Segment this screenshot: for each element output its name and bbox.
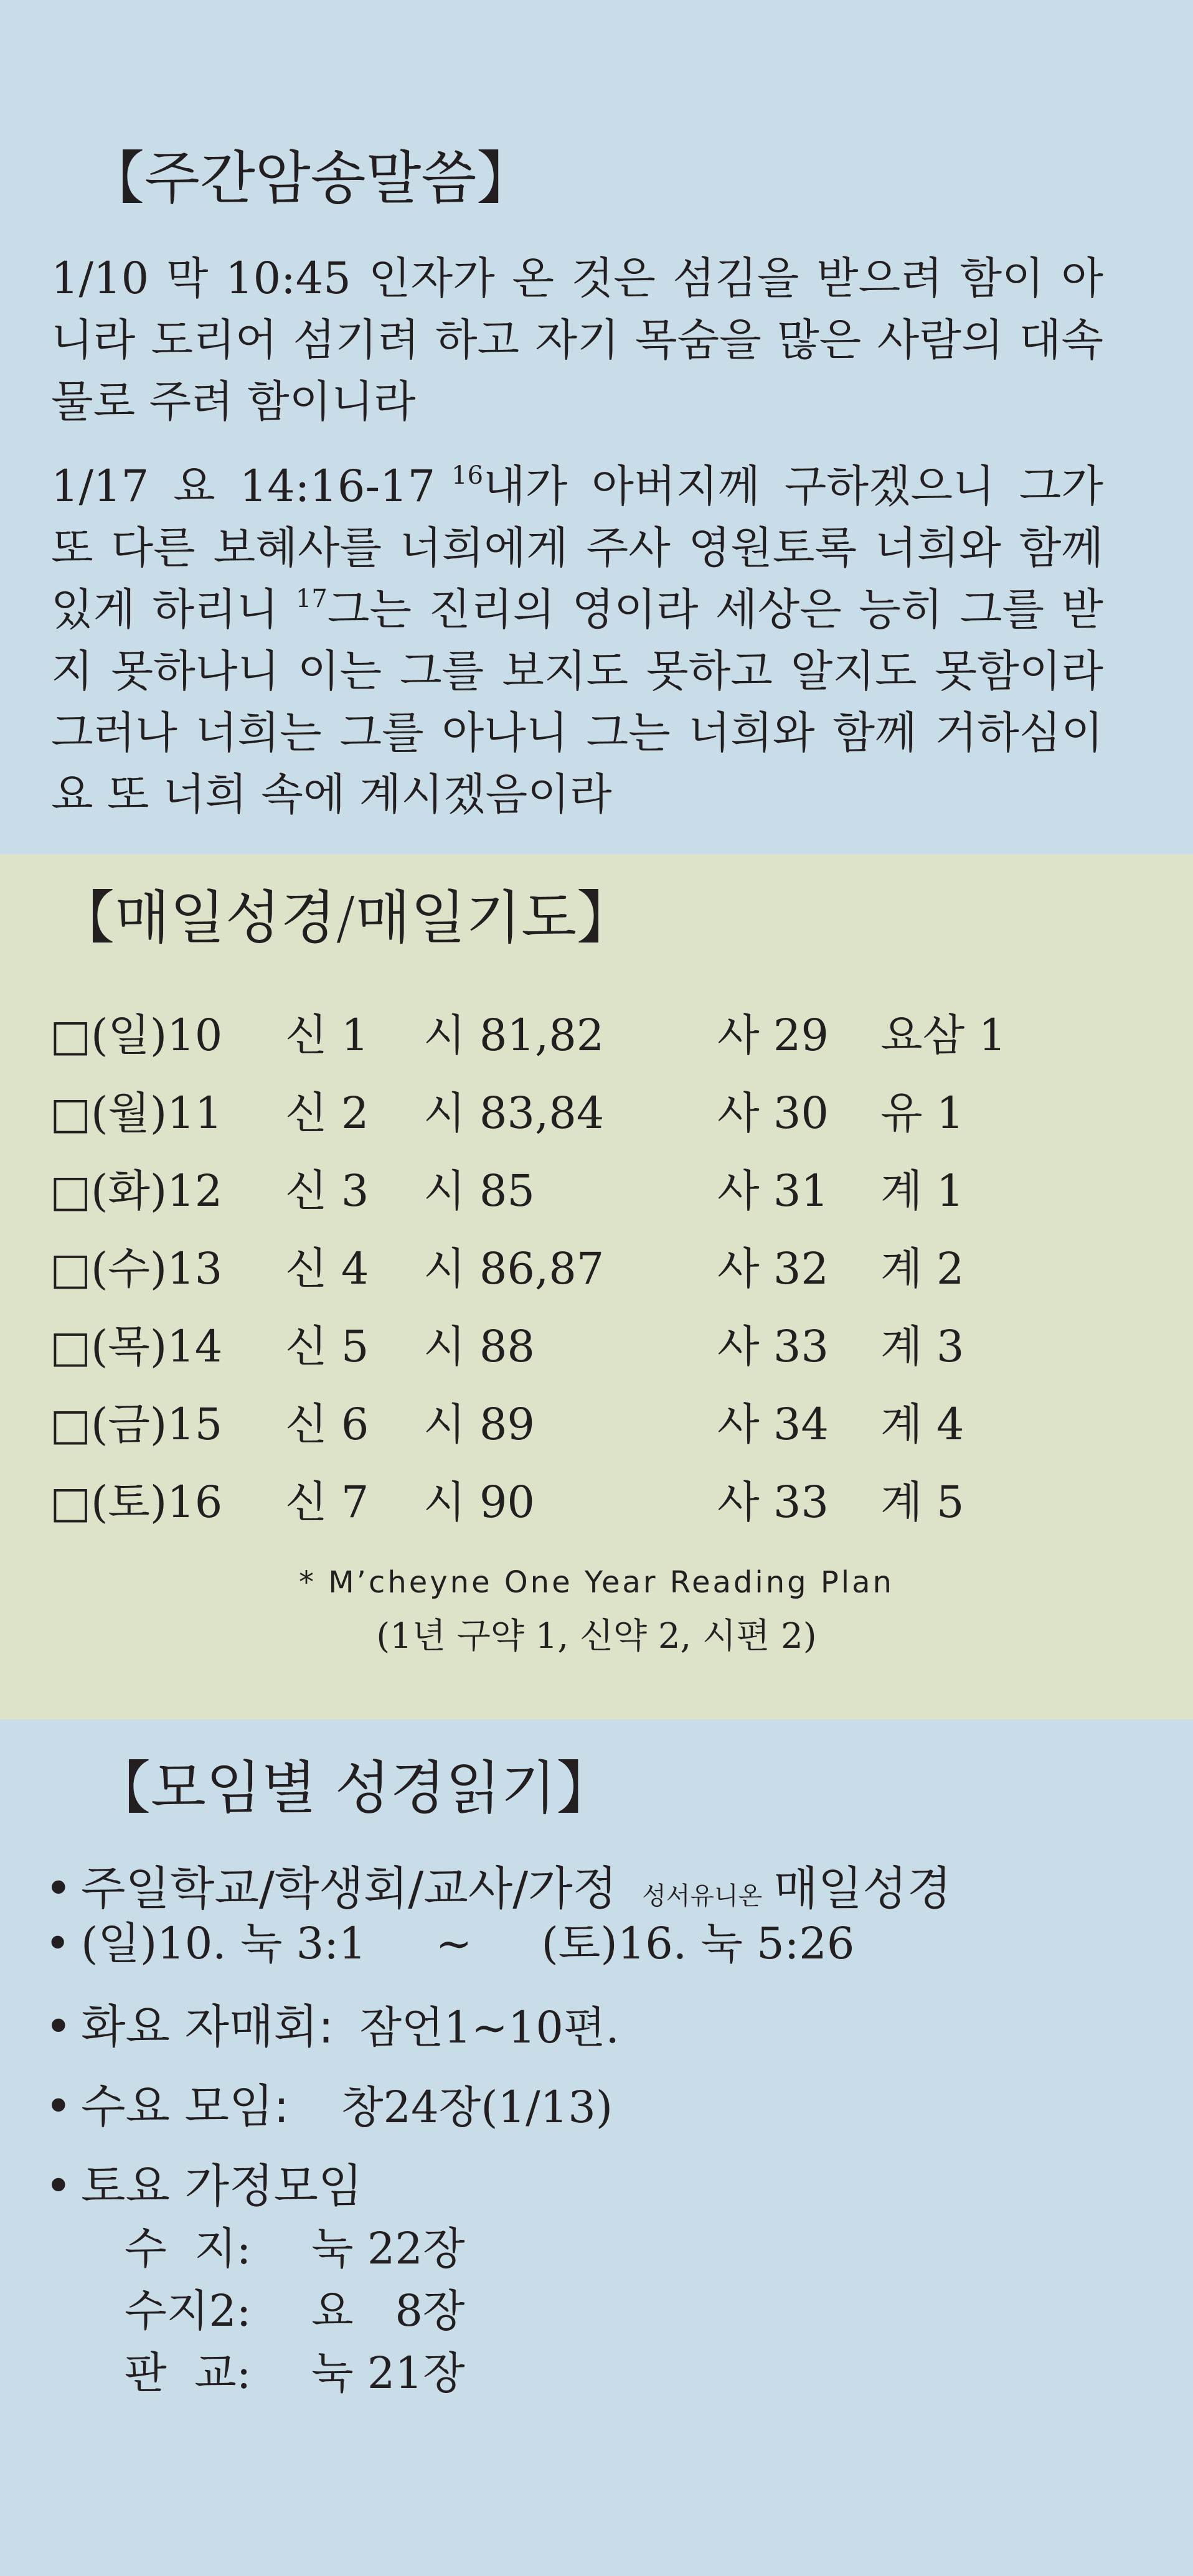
reading-1: 신 1 bbox=[285, 1010, 369, 1061]
reading-3: 사 34 bbox=[717, 1399, 829, 1450]
group-chapter: 눅 22장 bbox=[311, 2223, 465, 2274]
reading-1: 신 7 bbox=[285, 1477, 369, 1528]
reading-2: 시 83,84 bbox=[423, 1088, 605, 1139]
reading-3: 사 33 bbox=[717, 1321, 829, 1372]
group-chapter: 눅 21장 bbox=[311, 2348, 465, 2399]
group-item-wednesday bbox=[81, 2075, 613, 2138]
day-label: (금)15 bbox=[91, 1399, 223, 1450]
verse-2 bbox=[51, 456, 1103, 825]
reading-1: 신 5 bbox=[285, 1321, 369, 1372]
group-chapter: 요 8장 bbox=[311, 2285, 465, 2336]
day-label: (화)12 bbox=[91, 1165, 223, 1216]
checkbox-icon[interactable]: □ bbox=[50, 1088, 92, 1139]
reading-plan-note: * M’cheyne One Year Reading Plan bbox=[299, 1565, 894, 1600]
reading-4: 계 5 bbox=[880, 1477, 964, 1528]
group-item-label: 수요 모임: bbox=[81, 2080, 290, 2133]
reading-1: 신 2 bbox=[285, 1088, 369, 1139]
group-item-tuesday bbox=[81, 1996, 620, 2059]
reading-4: 요삼 1 bbox=[880, 1010, 1007, 1061]
verse-2-text-part1: 내가 아버지께 구하겠으니 그가 또 다른 보혜사를 너희에게 주사 영원토록 너희와 함께 있게 하리니 bbox=[51, 461, 1103, 635]
reading-4: 계 1 bbox=[880, 1165, 964, 1216]
checkbox-icon[interactable]: □ bbox=[50, 1165, 92, 1216]
reading-4: 유 1 bbox=[880, 1088, 964, 1139]
reading-plan-detail: (1년 구약 1, 신약 2, 시편 2) bbox=[376, 1616, 817, 1657]
memory-verse-section bbox=[0, 0, 1193, 854]
reading-3: 사 29 bbox=[717, 1010, 829, 1061]
verse-number-16: 16 bbox=[451, 461, 484, 490]
day-label: (수)13 bbox=[91, 1243, 223, 1294]
reading-1: 신 4 bbox=[285, 1243, 369, 1294]
verse-1-ref: 1/10 막 10:45 bbox=[51, 253, 351, 304]
group-name: 수지2: bbox=[125, 2285, 252, 2336]
day-label: (목)14 bbox=[91, 1321, 223, 1372]
reading-2: 시 90 bbox=[423, 1477, 535, 1528]
daily-bible-section bbox=[0, 854, 1193, 1719]
checkbox-icon[interactable]: □ bbox=[50, 1243, 92, 1294]
group-item-saturday bbox=[81, 2155, 362, 2217]
day-label: (토)16 bbox=[91, 1477, 223, 1528]
group-name: 수 지: bbox=[125, 2223, 252, 2274]
group-item-label: 화요 자매회: bbox=[81, 2000, 334, 2054]
reading-3: 사 30 bbox=[717, 1088, 829, 1139]
reading-3: 사 33 bbox=[717, 1477, 829, 1528]
reading-3: 사 31 bbox=[717, 1165, 829, 1216]
day-label: (월)11 bbox=[91, 1088, 223, 1139]
checkbox-icon[interactable]: □ bbox=[50, 1399, 92, 1450]
group-reading-section bbox=[0, 1719, 1193, 2576]
group-reading-heading: 【모임별 성경읽기】 bbox=[93, 1755, 614, 1822]
reading-2: 시 89 bbox=[423, 1399, 535, 1450]
memory-verse-heading: 【주간암송말씀】 bbox=[87, 145, 534, 212]
group-item-value: 창24장(1/13) bbox=[341, 2082, 613, 2133]
checkbox-icon[interactable]: □ bbox=[50, 1010, 92, 1061]
daily-bible-heading: 【매일성경/매일기도】 bbox=[57, 885, 634, 951]
group-item-label: 토요 가정모임 bbox=[81, 2160, 363, 2213]
group-item-suffix: 매일성경 bbox=[773, 1862, 952, 1916]
group-item-label: 주일학교/학생회/교사/가정 bbox=[81, 1862, 618, 1916]
reading-2: 시 86,87 bbox=[423, 1243, 605, 1294]
group-item-value: 잠언1~10편. bbox=[359, 2002, 620, 2053]
reading-1: 신 6 bbox=[285, 1399, 369, 1450]
reading-3: 사 32 bbox=[717, 1243, 829, 1294]
reading-2: 시 81,82 bbox=[423, 1010, 605, 1061]
group-name: 판 교: bbox=[125, 2348, 252, 2399]
group-item-sunday-range: • (일)10. 눅 3:1 ~ (토)16. 눅 5:26 bbox=[81, 1912, 854, 1975]
publisher-label: 성서유니온 bbox=[642, 1882, 763, 1911]
reading-4: 계 3 bbox=[880, 1321, 964, 1372]
reading-4: 계 2 bbox=[880, 1243, 964, 1294]
verse-2-text-part2: 그는 진리의 영이라 세상은 능히 그를 받지 못하나니 이는 그를 보지도 못하고 알지도 못함이라 그러나 너희는 그를 아나니 그는 너희와 함께 거하심이요 또 너희 속에 계시겠음이라 bbox=[51, 584, 1103, 820]
verse-number-17: 17 bbox=[295, 585, 328, 613]
verse-2-ref: 1/17 요 14:16-17 bbox=[51, 461, 436, 512]
checkbox-icon[interactable]: □ bbox=[50, 1321, 92, 1372]
reading-2: 시 85 bbox=[423, 1165, 535, 1216]
day-label: (일)10 bbox=[91, 1010, 223, 1061]
reading-1: 신 3 bbox=[285, 1165, 369, 1216]
verse-1-text: 인자가 온 것은 섬김을 받으려 함이 아니라 도리어 섬기려 하고 자기 목숨을 많은 사람의 대속물로 주려 함이니라 bbox=[51, 253, 1103, 427]
reading-4: 계 4 bbox=[880, 1399, 964, 1450]
verse-1 bbox=[51, 248, 1103, 433]
reading-2: 시 88 bbox=[423, 1321, 535, 1372]
checkbox-icon[interactable]: □ bbox=[50, 1477, 92, 1528]
